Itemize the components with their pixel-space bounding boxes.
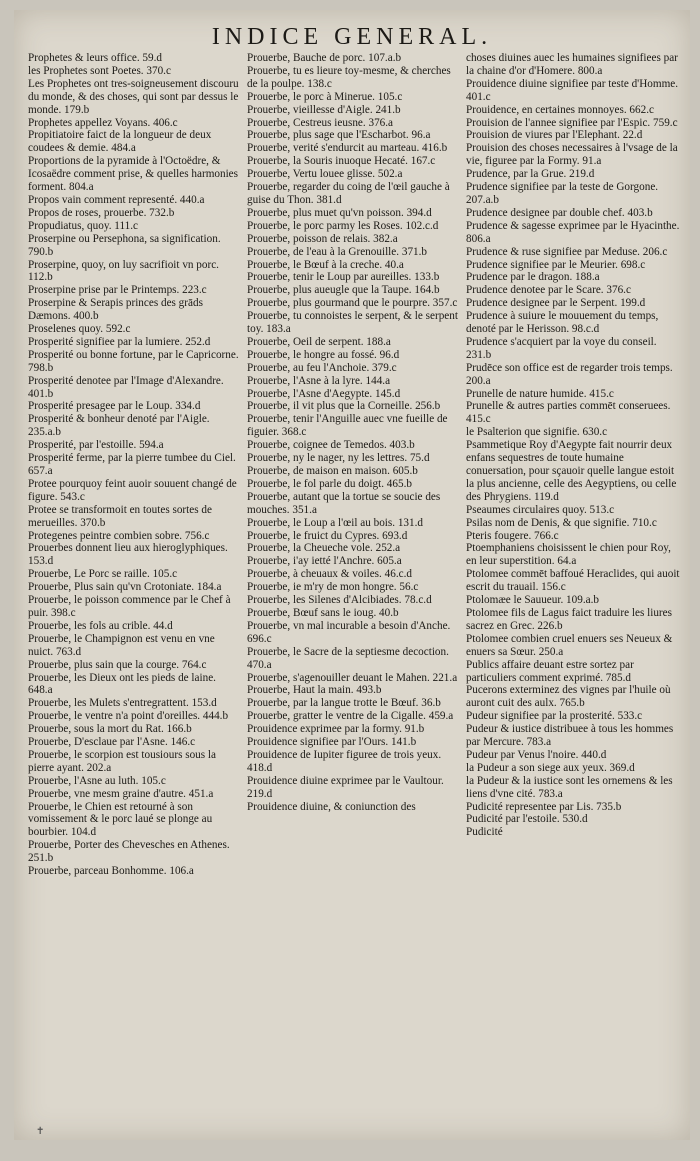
index-entry: Prosperité, par l'estoille. 594.a: [28, 439, 164, 452]
index-entry: Prouerbe, plus aueugle que la Taupe. 164.b: [247, 284, 440, 297]
index-entry: Propos vain comment representé. 440.a: [28, 193, 205, 206]
index-entry: Prouerbe, de l'eau à la Grenouille. 371.b: [247, 245, 428, 258]
index-entry: Prouerbe, plus sage que l'Escharbot. 96.a: [247, 129, 431, 142]
index-entry: Prouerbe, par la langue trotte le Bœuf. 36.b: [247, 697, 441, 710]
index-entry: Prouerbe, les Mulets s'entregrattent. 153.d: [28, 697, 217, 710]
index-entry: Prouerbe, le poisson commence par le Chef à puir. 398.c: [28, 594, 231, 619]
book-page: [14, 10, 690, 1140]
index-entry: Prouerbe, les Silenes d'Alcibiades. 78.c.d: [247, 594, 432, 607]
index-column-middle: [247, 52, 461, 813]
index-entry: Prouerbe, ny le nager, ny les lettres. 75.d: [247, 452, 430, 465]
index-entry: Prouision de viures par l'Elephant. 22.d: [466, 129, 643, 142]
index-entry: Prouerbe, Cestreus ieusne. 376.a: [247, 116, 394, 129]
index-entry: Pudeur signifiee par la prosterité. 533.c: [466, 710, 643, 723]
index-entry: Prouerbe, de maison en maison. 605.b: [247, 465, 418, 477]
index-entry: Prudence denotee par le Scare. 376.c: [466, 284, 631, 297]
index-entry: Psilas nom de Denis, & que signifie. 710.c: [466, 516, 657, 529]
index-entry: Prophetes & leurs office. 59.d: [28, 52, 163, 64]
index-entry: Prouerbe, Porter des Chevesches en Athenes. 251.b: [28, 839, 230, 865]
index-entry: Pucerons exterminez des vignes par l'huile où auront cuit des aulx. 765.b: [466, 684, 671, 710]
index-entry: Prudence à suiure le mouuement du temps, denoté par le Herisson. 98.c.d: [466, 310, 659, 336]
index-entry: Prouerbe, tu connoistes le serpent, & le serpent toy. 183.a: [247, 310, 458, 336]
index-entry: Prouerbe, l'Asne d'Aegypte. 145.d: [247, 387, 401, 400]
index-entry: Prouidence exprimee par la formy. 91.b: [247, 723, 425, 736]
index-entry: Prouidence diuine exprimee par le Vaultour. 219.d: [247, 774, 444, 800]
index-entry: Prouerbes donnent lieu aux hieroglyphiques. 153.d: [28, 542, 228, 568]
index-entry: Prouidence diuine, & coniunction des: [247, 800, 416, 813]
index-entry: Pudicité: [466, 826, 503, 839]
index-entry: Proportions de la pyramide à l'Octoëdre, & Icosaëdre comment prise, & quelles harmonies forment. 804.a: [28, 155, 239, 194]
index-entry: Prouerbe, verité s'endurcit au marteau. 416.b: [247, 142, 448, 155]
index-entry: Prouidence, en certaines monnoyes. 662.c: [466, 103, 654, 116]
printer-mark-icon: ✝: [36, 1126, 45, 1137]
index-entry: Pudeur & iustice distribuee à tous les hommes par Mercure. 783.a: [466, 723, 674, 749]
index-entry: Prouerbe, tenir le Loup par aureilles. 133.b: [247, 271, 440, 284]
index-entry: Prouerbe, à cheuaux & voiles. 46.c.d: [247, 568, 412, 581]
index-entry: Prouerbe, au feu l'Anchoie. 379.c: [247, 361, 397, 374]
index-entry: Proserpine ou Persephona, sa signification. 790.b: [28, 232, 221, 258]
index-entry: le Psalterion que signifie. 630.c: [466, 426, 608, 439]
index-entry: Psammetique Roy d'Aegypte fait nourrir deux enfans sequestres de toute humaine conuersation, pour sçauoir quelle langue estoit la plus ancienne, celle des Aegyptiens, ou celle des Phrygiens. 119.d: [466, 439, 677, 503]
index-entry: Ptolomee commēt baffoué Heraclides, qui auoit escrit du trauail. 156.c: [466, 568, 680, 594]
index-entry: Prouerbe, le fol parle du doigt. 465.b: [247, 477, 412, 490]
index-entry: la Pudeur & la iustice sont les ornemens & les liens d'vne cité. 783.a: [466, 774, 673, 800]
index-entry: Prouerbe, le porc parmy les Roses. 102.c.d: [247, 219, 439, 232]
index-entry: Prudence, par la Grue. 219.d: [466, 168, 595, 181]
index-entry: Prouerbe, le Chien est retourné à son vomissement & le porc laué se plonge au bourbier. 104.d: [28, 800, 213, 839]
index-entry: Prouerbe, vieillesse d'Aigle. 241.b: [247, 103, 401, 116]
index-entry: Prosperité ou bonne fortune, par le Capricorne. 798.b: [28, 348, 239, 374]
index-entry: Prudence & sagesse exprimee par le Hyacinthe. 806.a: [466, 219, 680, 245]
index-entry: Ptolomee fils de Lagus faict traduire les liures sacrez en Grec. 226.b: [466, 606, 672, 632]
index-entry: Prouerbe, le fruict du Cypres. 693.d: [247, 529, 408, 542]
index-entry: Prouerbe, le Bœuf à la creche. 40.a: [247, 258, 404, 271]
index-entry: Prouerbe, i'ay ietté l'Anchre. 605.a: [247, 555, 402, 568]
index-entry: Protee pourquoy feint auoir souuent changé de figure. 543.c: [28, 477, 237, 503]
index-entry: Prouerbe, Vertu louee glisse. 502.a: [247, 168, 403, 181]
index-entry: Prouerbe, autant que la tortue se soucie des mouches. 351.a: [247, 490, 441, 516]
index-entry: Prosperité presagee par le Loup. 334.d: [28, 400, 201, 413]
index-entry: Prouerbe, Bauche de porc. 107.a.b: [247, 52, 402, 64]
index-entry: Prouerbe, Bœuf sans le ioug. 40.b: [247, 606, 399, 619]
index-entry: Propudiatus, quoy. 111.c: [28, 219, 138, 232]
index-entry: Prouision des choses necessaires à l'vsage de la vie, figuree par la Formy. 91.a: [466, 142, 678, 168]
index-entry: Les Prophetes ont tres-soigneusement discouru du monde, & des choses, qui sont par dessus le monde. 179.b: [28, 77, 239, 116]
index-entry: Pudeur par Venus l'noire. 440.d: [466, 748, 607, 761]
index-entry: Prouerbe, le scorpion est tousiours sous la pierre ayant. 202.a: [28, 748, 216, 774]
index-entry: Propitiatoire faict de la longueur de deux coudees & demie. 484.a: [28, 129, 212, 155]
index-entry: Prunelle de nature humide. 415.c: [466, 387, 614, 400]
index-entry: Prouerbe, sous la mort du Rat. 166.b: [28, 723, 192, 736]
index-entry: Protegenes peintre combien sobre. 756.c: [28, 529, 210, 542]
index-entry: Publics affaire deuant estre sortez par particuliers comment exprimé. 785.d: [466, 658, 634, 684]
index-entry: Prouerbe, tenir l'Anguille auec vne fueille de figuier. 368.c: [247, 413, 448, 439]
index-entry: Prouerbe, D'esclaue par l'Asne. 146.c: [28, 736, 196, 749]
index-entry: Prudence signifiee par le Meurier. 698.c: [466, 258, 646, 271]
index-entry: la Pudeur a son siege aux yeux. 369.d: [466, 761, 635, 774]
index-entry: Prouerbe, Le Porc se raille. 105.c: [28, 568, 178, 581]
index-entry: Proselenes quoy. 592.c: [28, 323, 131, 336]
index-entry: Prophetes appellez Voyans. 406.c: [28, 116, 178, 129]
index-entry: Prouerbe, Haut la main. 493.b: [247, 684, 382, 697]
index-entry: Prouerbe, le Loup a l'œil au bois. 131.d: [247, 516, 424, 529]
index-entry: Prouerbe, plus gourmand que le pourpre. 357.c: [247, 297, 458, 310]
index-entry: Prudence & ruse signifiee par Meduse. 206.c: [466, 245, 668, 258]
index-entry: Pteris fougere. 766.c: [466, 529, 559, 542]
index-column-right: [466, 52, 680, 839]
index-entry: Proserpine prise par le Printemps. 223.c: [28, 284, 207, 297]
index-entry: Prouerbe, le Sacre de la septiesme decoction. 470.a: [247, 645, 449, 671]
index-entry: Proserpine, quoy, on luy sacrifioit vn porc. 112.b: [28, 258, 219, 284]
index-column-left: [28, 52, 242, 878]
index-entry: Prosperité ferme, par la pierre tumbee du Ciel. 657.a: [28, 452, 236, 477]
index-entry: Prouerbe, poisson de relais. 382.a: [247, 232, 398, 245]
index-entry: Propos de roses, prouerbe. 732.b: [28, 206, 175, 219]
index-entry: Prunelle & autres parties commēt conseruees. 415.c: [466, 400, 671, 426]
index-entry: Prouerbe, vn mal incurable a besoin d'Anche. 696.c: [247, 619, 451, 645]
index-entry: Prouerbe, parceau Bonhomme. 106.a: [28, 865, 194, 878]
index-entry: Prouerbe, plus muet qu'vn poisson. 394.d: [247, 206, 432, 219]
index-entry: Prudence signifiee par la teste de Gorgone. 207.a.b: [466, 181, 659, 206]
index-entry: Prouerbe, les fols au crible. 44.d: [28, 619, 173, 632]
index-entry: Prouision de l'annee signifiee par l'Espic. 759.c: [466, 116, 678, 129]
index-entry: les Prophetes sont Poetes. 370.c: [28, 64, 171, 77]
index-entry: Protee se transformoit en toutes sortes de merueilles. 370.b: [28, 503, 212, 529]
index-entry: Prouidence signifiee par l'Ours. 141.b: [247, 736, 417, 749]
index-entry: Prouidence de Iupiter figuree de trois yeux. 418.d: [247, 748, 442, 774]
index-entry: Ptolomee combien cruel enuers ses Neueux & enuers sa Sœur. 250.a: [466, 632, 673, 658]
index-entry: Pudicité par l'estoile. 530.d: [466, 813, 588, 826]
index-entry: Prouerbe, le porc à Minerue. 105.c: [247, 90, 403, 103]
index-entry: Prouerbe, tu es lieure toy-mesme, & cherches de la poulpe. 138.c: [247, 64, 451, 90]
index-entry: Prouerbe, gratter le ventre de la Cigalle. 459.a: [247, 710, 454, 723]
index-entry: Prosperité signifiee par la lumiere. 252.d: [28, 335, 211, 348]
index-entry: Prouerbe, la Souris inuoque Hecaté. 167.c: [247, 155, 436, 168]
index-entry: Prudēce son office est de regarder trois temps. 200.a: [466, 361, 673, 387]
index-entry: Prouerbe, les Dieux ont les pieds de laine. 648.a: [28, 671, 216, 697]
index-entry: Ptoemphaniens choisissent le chien pour Roy, en leur superstition. 64.a: [466, 542, 671, 568]
index-entry: Prosperité & bonheur denoté par l'Aigle. 235.a.b: [28, 413, 210, 439]
index-entry: Prouerbe, le Champignon est venu en vne nuict. 763.d: [28, 632, 215, 658]
index-entry: Prouerbe, il vit plus que la Corneille. 256.b: [247, 400, 441, 413]
page-header: INDICE GENERAL.: [211, 24, 493, 50]
index-entry: Prouerbe, le hongre au fossé. 96.d: [247, 348, 400, 361]
index-entry: Prouerbe, Plus sain qu'vn Crotoniate. 184.a: [28, 581, 222, 594]
index-entry: Prosperité denotee par l'Image d'Alexandre. 401.b: [28, 374, 224, 400]
index-entry: Prouerbe, Oeil de serpent. 188.a: [247, 335, 391, 348]
index-entry: Prouerbe, vne mesm graine d'autre. 451.a: [28, 787, 214, 800]
index-entry: Prouerbe, coignee de Temedos. 403.b: [247, 439, 415, 452]
index-entry: Pseaumes circulaires quoy. 513.c: [466, 503, 615, 516]
index-entry: Prudence s'acquiert par la voye du conseil. 231.b: [466, 335, 657, 361]
index-entry: Prouerbe, plus sain que la courge. 764.c: [28, 658, 207, 671]
index-entry: Prouerbe, le ventre n'a point d'oreilles. 444.b: [28, 710, 229, 723]
index-entry: Prudence par le dragon. 188.a: [466, 271, 600, 284]
index-entry: Prouerbe, s'agenouiller deuant le Mahen. 221.a: [247, 671, 458, 684]
index-entry: Pudicité representee par Lis. 735.b: [466, 800, 622, 813]
index-entry: Prudence designee par double chef. 403.b: [466, 206, 653, 219]
index-entry: Prouerbe, regarder du coing de l'œil gauche à guise du Thon. 381.d: [247, 181, 450, 206]
index-entry: Prouidence diuine signifiee par teste d'Homme. 401.c: [466, 77, 679, 103]
index-entry: choses diuines auec les humaines signifiees par la chaine d'or d'Homere. 800.a: [466, 52, 678, 77]
index-entry: Proserpine & Serapis princes des grāds Dæmons. 400.b: [28, 297, 203, 323]
index-entry: Prouerbe, la Cheueche vole. 252.a: [247, 542, 401, 555]
index-entry: Ptolomæe le Sauueur. 109.a.b: [466, 594, 599, 607]
index-entry: Prudence designee par le Serpent. 199.d: [466, 297, 646, 310]
index-entry: Prouerbe, l'Asne à la lyre. 144.a: [247, 374, 391, 387]
index-entry: Prouerbe, l'Asne au luth. 105.c: [28, 774, 166, 787]
index-entry: Prouerbe, ie m'ry de mon hongre. 56.c: [247, 581, 419, 594]
